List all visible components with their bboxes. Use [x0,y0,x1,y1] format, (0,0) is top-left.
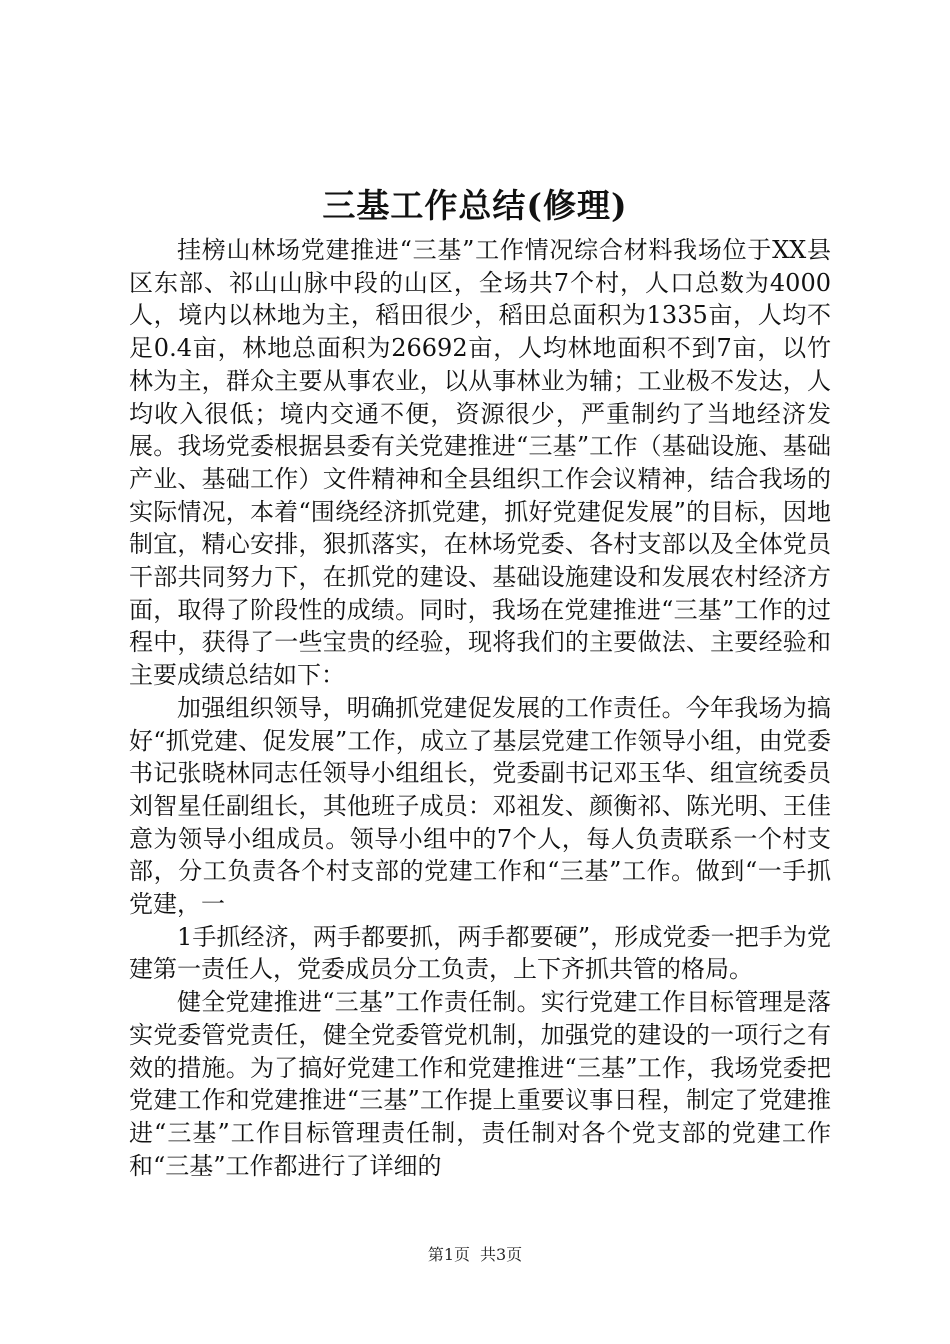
document-title: 三基工作总结(修理) [322,186,628,225]
paragraph-intro: 挂榜山林场党建推进“三基”工作情况综合材料我场位于XX县区东部、祁山山脉中段的山区，全场共7个村，人口总数为4000人，境内以林地为主，稻田很少，稻田总面积为1335亩，人均不足0.4亩，林地总面积为26692亩，人均林地面积不到7亩，以竹林为主，群众主要从事农业，以从事林业为辅；工业极不发达，人均收入很低；境内交通不便，资源很少，严重制约了当地经济发展。我场党委根据县委有关党建推进“三基”工作（基础设施、基础产业、基础工作）文件精神和全县组织工作会议精神，结合我场的实际情况，本着“围绕经济抓党建，抓好党建促发展”的目标，因地制宜，精心安排，狠抓落实，在林场党委、各村支部以及全体党员干部共同努力下，在抓党的建设、基础设施建设和发展农村经济方面，取得了阶段性的成绩。同时，我场在党建推进“三基”工作的过程中，获得了一些宝贵的经验，现将我们的主要做法、主要经验和主要成绩总结如下： [129,236,831,690]
paragraph-organization: 加强组织领导，明确抓党建促发展的工作责任。今年我场为搞好“抓党建、促发展”工作，成立了基层党建工作领导小组，由党委书记张晓林同志任领导小组组长，党委副书记邓玉华、组宣统委员刘智星任副组长，其他班子成员：邓祖发、颜衡祁、陈光明、王佳意为领导小组成员。领导小组中的7个人，每人负责联系一个村支部，分工负责各个村支部的党建工作和“三基”工作。做到“一手抓党建，一 [129,693,831,919]
paragraph-continuation: 1手抓经济，两手都要抓，两手都要硬”，形成党委一把手为党建第一责任人，党委成员分工负责，上下齐抓共管的格局。 [129,922,831,984]
document-body [129,234,831,1182]
page-footer [0,1245,950,1265]
page-total: 共3页 [480,1245,523,1264]
paragraph-responsibility: 健全党建推进“三基”工作责任制。实行党建工作目标管理是落实党委管党责任，健全党委管党机制，加强党的建设的一项行之有效的措施。为了搞好党建工作和党建推进“三基”工作，我场党委把党建工作和党建推进“三基”工作提上重要议事日程，制定了党建推进“三基”工作目标管理责任制，责任制对各个党支部的党建工作和“三基”工作都进行了详细的 [129,988,831,1180]
page-number: 第1页 [427,1245,470,1264]
